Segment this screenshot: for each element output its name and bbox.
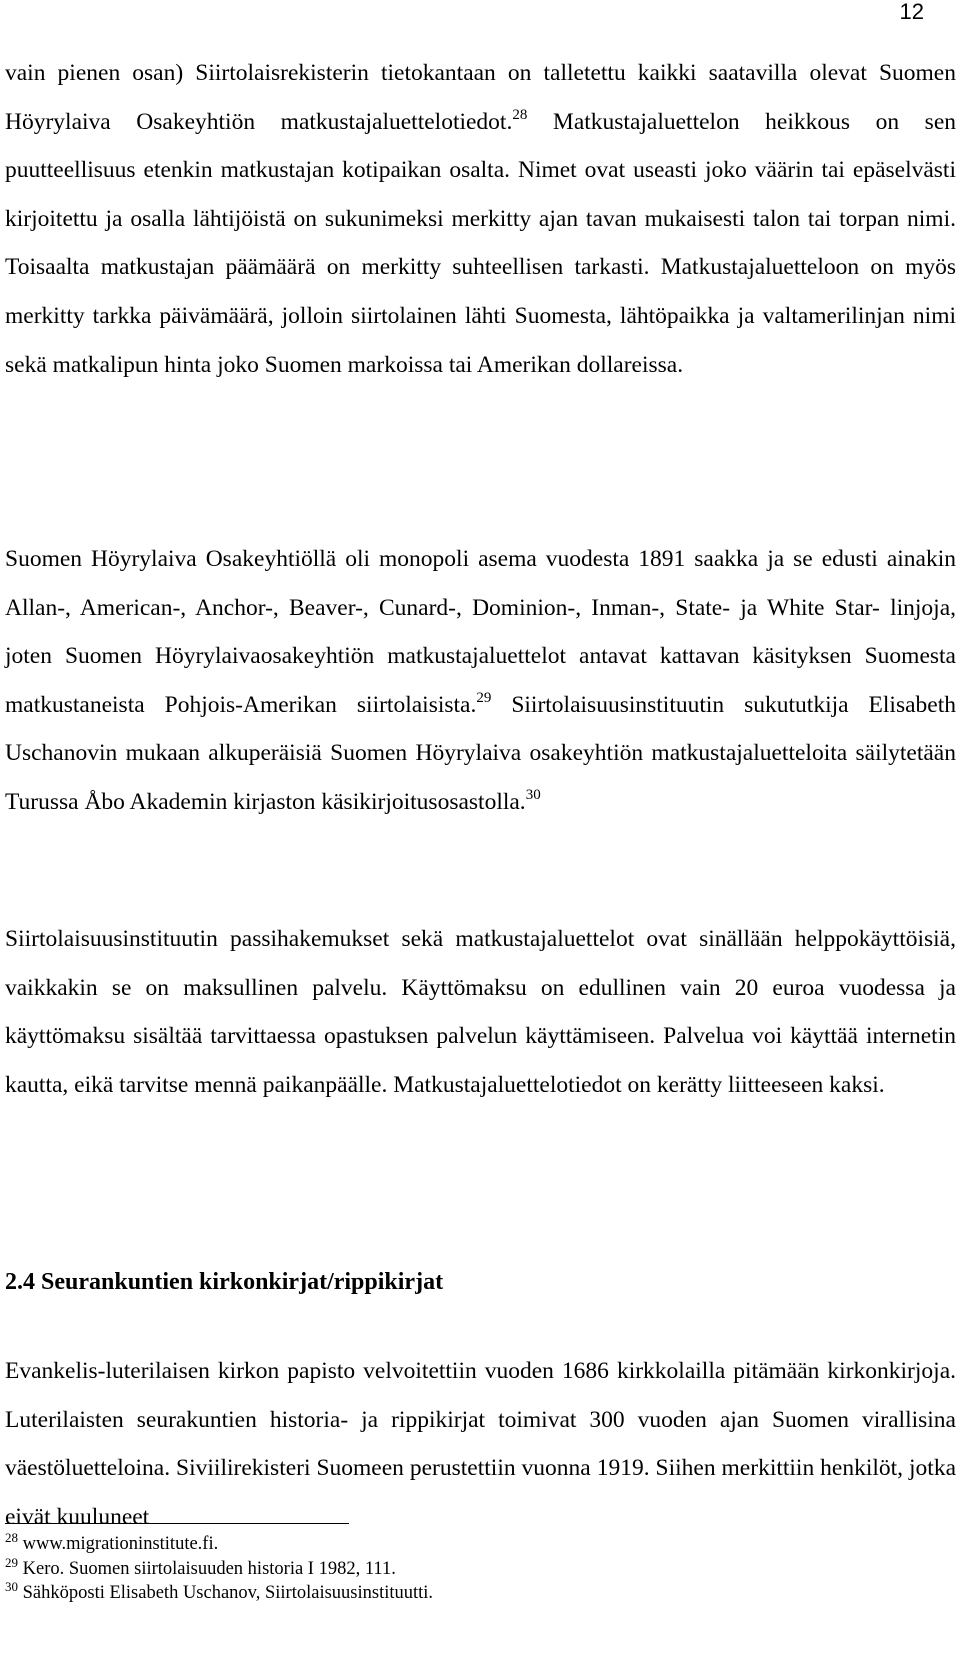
page-number: 12 [899, 0, 924, 24]
footnote-ref-30: 30 [525, 786, 541, 803]
footnote-divider [5, 1523, 349, 1524]
paragraph-1-text-a: vain pienen osan) Siirtolaisrekisterin tietokantaan on talletettu kaikki saatavilla olevat Suomen Höyrylaiva Osakeyhtiön matkustajaluettelotiedot. [5, 60, 956, 135]
footnote-ref-28: 28 [512, 106, 528, 123]
paragraph-2-text-a: Suomen Höyrylaiva Osakeyhtiöllä oli monopoli asema vuodesta 1891 saakka ja se edusti ainakin Allan-, American-, Anchor-, Beaver-, Cunard-, Dominion-, Inman-, State- ja White Star- linjoja, joten Suomen Höyrylaivaosakeyhtiön matkustajaluettelot antavat kattavan käsityksen Suomesta matkustaneista Pohjois-Amerikan siirtolaisista. [5, 546, 956, 718]
footnote-ref-29: 29 [476, 689, 492, 706]
footnotes [5, 1532, 433, 1606]
paragraph-passenger-lists [5, 49, 956, 389]
paragraph-church-records: Evankelis-luterilaisen kirkon papisto velvoitettiin vuoden 1686 kirkkolailla pitämään kirkonkirjoja. Luterilaisten seurakuntien historia- ja rippikirjat toimivat 300 vuoden ajan Suomen virallisina väestöluetteloina. Siviilirekisteri Suomeen perustettiin vuonna 1919. Siihen merkittiin henkilöt, jotka eivät kuuluneet [5, 1358, 956, 1530]
footnote-text: Kero. Suomen siirtolaisuuden historia I 1982, 111. [18, 1558, 396, 1579]
footnote-text: Sähköposti Elisabeth Uschanov, Siirtolaisuusinstituutti. [18, 1583, 434, 1603]
footnote-30 [5, 1581, 433, 1606]
footnote-28 [5, 1532, 433, 1557]
footnote-29 [5, 1554, 433, 1582]
section-heading: 2.4 Seurankuntien kirkonkirjat/rippikirjat [5, 1269, 444, 1295]
paragraph-2-text-b: Siirtolaisuusinstituutin sukututkija Elisabeth Uschanovin mukaan alkuperäisiä Suomen Höyrylaiva osakeyhtiön matkustajaluetteloita säilytetään Turussa Åbo Akademin kirjaston käsikirjoitusosastolla. [5, 691, 956, 815]
footnote-number: 28 [5, 1530, 18, 1545]
paragraph-1-text-b: Matkustajaluettelon heikkous on sen puutteellisuus etenkin matkustajan kotipaikan osalta. Nimet ovat useasti joko väärin tai epäselvästi kirjoitettu ja osalla lähtijöistä on sukunimeksi merkitty ajan tavan mukaisesti talon tai torpan nimi. Toisaalta matkustajan päämäärä on merkitty suhteellisen tarkasti. Matkustajaluetteloon on myös merkitty tarkka päivämäärä, jolloin siirtolainen lähti Suomesta, lähtöpaikka ja valtamerilinjan nimi sekä matkalipun hinta joko Suomen markoissa tai Amerikan dollareissa. [5, 108, 956, 378]
footnote-text: www.migrationinstitute.fi. [18, 1534, 219, 1554]
footnote-number: 29 [5, 1554, 18, 1570]
paragraph-steamship-company [5, 535, 956, 827]
paragraph-passport-applications: Siirtolaisuusinstituutin passihakemukset sekä matkustajaluettelot ovat sinällään helppokäyttöisiä, vaikkakin se on maksullinen palvelu. Käyttömaksu on edullinen vain 20 euroa vuodessa ja käyttömaksu sisältää tarvittaessa opastuksen palvelun käyttämiseen. Palvelua voi käyttää internetin kautta, eikä tarvitse mennä paikanpäälle. Matkustajaluettelotiedot on kerätty liitteeseen kaksi. [5, 926, 956, 1098]
footnote-number: 30 [5, 1579, 18, 1594]
